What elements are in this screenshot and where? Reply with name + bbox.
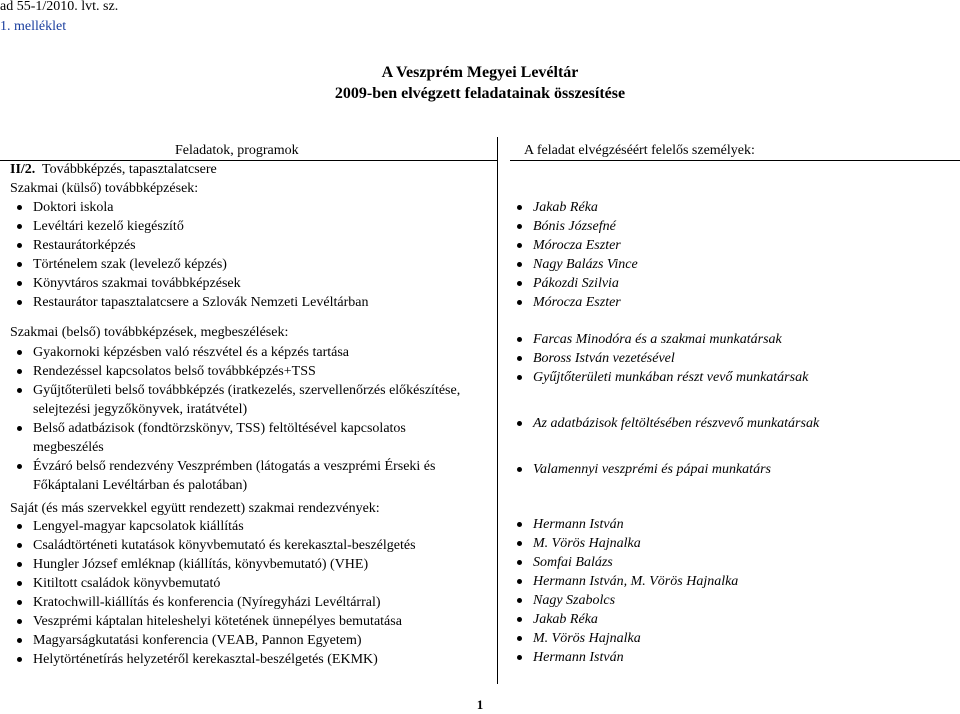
column-header-tasks: Feladatok, programok — [175, 143, 299, 158]
column-header-responsible: A feladat elvégzéséért felelős személyek: — [524, 143, 755, 158]
internal-training-list — [10, 343, 480, 495]
column-divider — [497, 137, 498, 684]
document-reference: ad 55-1/2010. lvt. sz. — [0, 0, 119, 14]
person-item: Bónis Józsefné — [510, 217, 950, 236]
list-item: Restaurátor tapasztalatcsere a Szlovák Nemzeti Levéltárban — [10, 293, 480, 312]
person-item: Somfai Balázs — [510, 553, 950, 572]
list-item: Kitiltott családok könyvbemutató — [10, 574, 480, 593]
section-id: II/2. — [10, 162, 36, 177]
list-item: Évzáró belső rendezvény Veszprémben (látogatás a veszprémi Érseki és Főkáptalani Levéltárban és palotában) — [10, 457, 480, 495]
person-item: Mórocza Eszter — [510, 236, 950, 255]
list-item: Történelem szak (levelező képzés) — [10, 255, 480, 274]
document-title: A Veszprém Megyei Levéltár — [381, 64, 579, 81]
list-item: Lengyel-magyar kapcsolatok kiállítás — [10, 517, 480, 536]
person-item: Jakab Réka — [510, 198, 950, 217]
list-item: Gyűjtőterületi belső továbbképzés (iratkezelés, szervellenőrzés előkészítése, selejtezési jegyzőkönyvek, iratátvétel) — [10, 381, 480, 419]
external-training-heading: Szakmai (külső) továbbképzések: — [10, 181, 199, 196]
list-item: Rendezéssel kapcsolatos belső továbbképzés+TSS — [10, 362, 480, 381]
person-item: Gyűjtőterületi munkában részt vevő munkatársak — [510, 368, 950, 387]
list-item: Könyvtáros szakmai továbbképzések — [10, 274, 480, 293]
internal-training-people-1 — [510, 330, 950, 387]
person-item: Az adatbázisok feltöltésében részvevő munkatársak — [510, 414, 950, 433]
person-item: Mórocza Eszter — [510, 293, 950, 312]
events-list — [10, 517, 480, 669]
person-item: Hermann István, M. Vörös Hajnalka — [510, 572, 950, 591]
person-item: Hermann István — [510, 648, 950, 667]
person-item: Nagy Szabolcs — [510, 591, 950, 610]
external-training-people — [510, 198, 950, 312]
list-item: Gyakornoki képzésben való részvétel és a képzés tartása — [10, 343, 480, 362]
list-item: Belső adatbázisok (fondtörzskönyv, TSS) feltöltésével kapcsolatos megbeszélés — [10, 419, 480, 457]
person-item: Pákozdi Szilvia — [510, 274, 950, 293]
internal-training-people-2 — [510, 414, 950, 433]
person-item: Farcas Minodóra és a szakmai munkatársak — [510, 330, 950, 349]
list-item: Veszprémi káptalan hiteleshelyi kötetének ünnepélyes bemutatása — [10, 612, 480, 631]
person-item: Boross István vezetésével — [510, 349, 950, 368]
person-item: M. Vörös Hajnalka — [510, 629, 950, 648]
table-header-divider-right — [510, 160, 960, 161]
list-item: Hungler József emléknap (kiállítás, könyvbemutató) (VHE) — [10, 555, 480, 574]
internal-training-people-3 — [510, 460, 950, 479]
internal-training-heading: Szakmai (belső) továbbképzések, megbeszélések: — [10, 325, 289, 340]
annex-label: 1. melléklet — [0, 19, 67, 34]
list-item: Kratochwill-kiállítás és konferencia (Nyíregyházi Levéltárral) — [10, 593, 480, 612]
section-title — [10, 160, 217, 179]
list-item: Családtörténeti kutatások könyvbemutató és kerekasztal-beszélgetés — [10, 536, 480, 555]
document-subtitle: 2009-ben elvégzett feladatainak összesítése — [334, 85, 626, 102]
section-name: Továbbképzés, tapasztalatcsere — [42, 162, 217, 177]
person-item: Valamennyi veszprémi és pápai munkatárs — [510, 460, 950, 479]
list-item: Restaurátorképzés — [10, 236, 480, 255]
list-item: Helytörténetírás helyzetéről kerekasztal-beszélgetés (EKMK) — [10, 650, 480, 669]
person-item: Jakab Réka — [510, 610, 950, 629]
list-item: Doktori iskola — [10, 198, 480, 217]
page-number: 1 — [476, 697, 484, 712]
events-heading: Saját (és más szervekkel együtt rendezett) szakmai rendezvények: — [10, 501, 380, 516]
person-item: M. Vörös Hajnalka — [510, 534, 950, 553]
events-people — [510, 515, 950, 667]
list-item: Magyarságkutatási konferencia (VEAB, Pannon Egyetem) — [10, 631, 480, 650]
list-item: Levéltári kezelő kiegészítő — [10, 217, 480, 236]
external-training-list — [10, 198, 480, 312]
person-item: Hermann István — [510, 515, 950, 534]
person-item: Nagy Balázs Vince — [510, 255, 950, 274]
